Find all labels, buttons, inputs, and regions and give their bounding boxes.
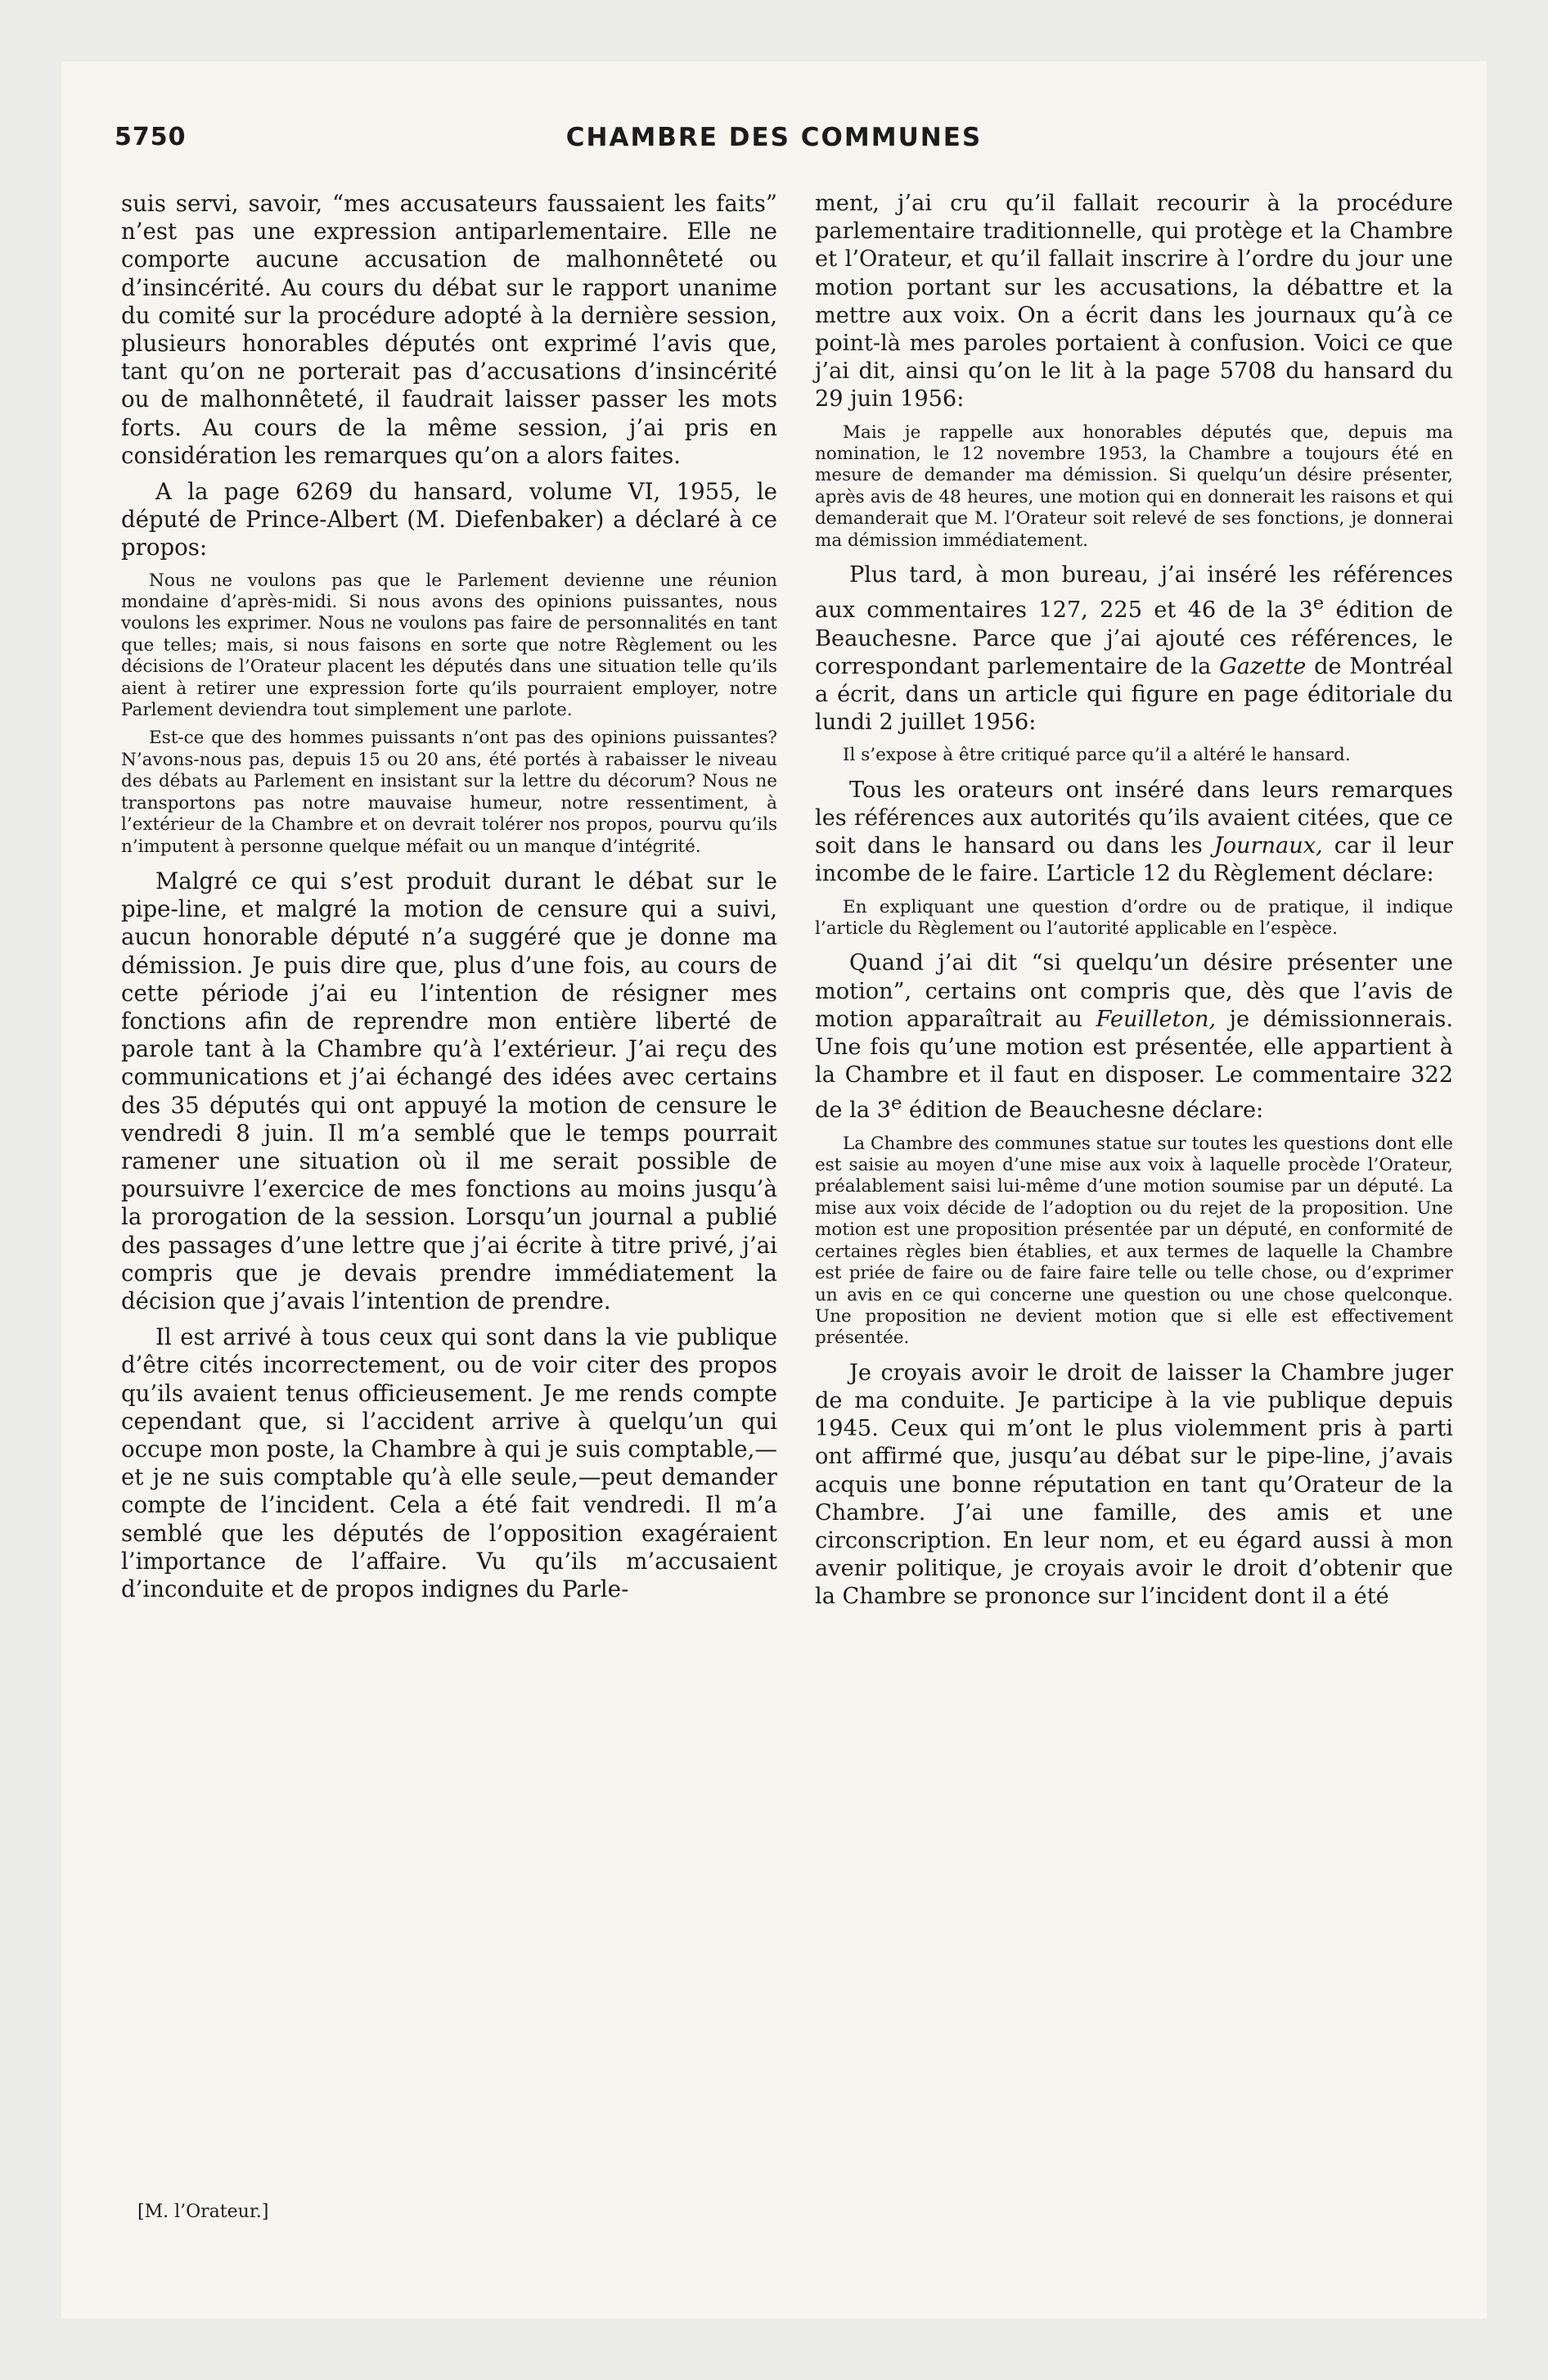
right-column [815, 190, 1453, 1620]
superscript: e [1312, 593, 1325, 615]
text-run: Plus tard, à mon bureau, j’ai inséré les références aux commentaires 127, 225 et 46 de la 3 [815, 562, 1453, 624]
text-run: édition de Beauchesne. Parce que j’ai ajouté ces références, le correspondant parlementaire de la [815, 597, 1453, 679]
italic-title: Journaux, [1213, 833, 1323, 859]
text-run: Tous les orateurs ont inséré dans leurs remarques les références aux autorités qu’ils avaient citées, que ce soit dans le hansard ou dans les [815, 777, 1453, 859]
block-quote: Il s’expose à être critiqué parce qu’il a altéré le hansard. [843, 745, 1351, 766]
text-run: je démissionnerais. Une fois qu’une motion est présentée, elle appartient à la Chambre et il faut en disposer. Le commentaire 322 de la 3 [815, 1006, 1453, 1124]
text-run: Quand j’ai dit “si quelqu’un désire présenter une motion”, certains ont compris que, dès que l’avis de motion apparaîtrait au [815, 950, 1453, 1032]
left-column [121, 190, 777, 1611]
text-run: de Montréal a écrit, dans un article qui figure en page éditoriale du lundi 2 juillet 1956: [815, 653, 1453, 736]
speaker-attribution: [M. l’Orateur.] [137, 2202, 269, 2222]
block-quote: En expliquant une question d’ordre ou de pratique, il indique l’article du Règlement ou l’autorité applicable en l’espèce. [815, 896, 1453, 939]
page-number: 5750 [115, 123, 187, 151]
block-quote: La Chambre des communes statue sur toutes les questions dont elle est saisie au moyen d’une mise aux voix à laquelle procède l’Orateur, préalablement saisi lui-même d’une motion soumise par un député. La mise aux voix décide de l’adoption ou du rejet de la proposition. Une motion est une proposition présentée par un député, en conformité de certaines règles bien établies, et aux termes de laquelle la Chambre est priée de faire ou de faire faire telle ou telle chose, ou d’exprimer un avis en ce qui concerne une question ou une chose quelconque. Une proposition ne devient motion que si elle est effectivement présentée. [815, 1133, 1453, 1349]
block-quote: Nous ne voulons pas que le Parlement devienne une réunion mondaine d’après-midi. Si nous avons des opinions puissantes, nous voulons les exprimer. Nous ne voulons pas faire de personnalités en tant que telles; mais, si nous faisons en sorte que notre Règlement ou les décisions de l’Orateur placent les députés dans une situation telle qu’ils aient à retirer une expression forte qu’ils pourraient employer, notre Parlement deviendra tout simplement une parlote. [121, 570, 777, 721]
paragraph: ment, j’ai cru qu’il fallait recourir à la procédure parlementaire traditionnelle, qui protège et la Chambre et l’Orateur, et qu’il fallait inscrire à l’ordre du jour une motion portant sur les accusations, la débattre et la mettre aux voix. On a écrit dans les journaux qu’à ce point-là mes paroles portaient à confusion. Voici ce que j’ai dit, ainsi qu’on le lit à la page 5708 du hansard du 29 juin 1956: [815, 191, 1453, 412]
block-quote: Est-ce que des hommes puissants n’ont pas des opinions puissantes? N’avons-nous pas, depuis 15 ou 20 ans, été portés à rabaisser le niveau des débats au Parlement en insistant sur la lettre du décorum? Nous ne transportons pas notre mauvaise humeur, notre ressentiment, à l’extérieur de la Chambre et on devrait tolérer nos propos, pourvu qu’ils n’imputent à personne quelque méfait ou un manque d’intégrité. [121, 728, 777, 857]
paragraph: Je croyais avoir le droit de laisser la Chambre juger de ma conduite. Je participe à la vie publique depuis 1945. Ceux qui m’ont le plus violemment pris à parti ont affirmé que, jusqu’au débat sur le pipe-line, j’avais acquis une bonne réputation en tant qu’Orateur de la Chambre. J’ai une famille, des amis et une circonscription. En leur nom, et eu égard aussi à mon avenir politique, je croyais avoir le droit d’obtenir que la Chambre se prononce sur l’incident dont il a été [815, 1359, 1453, 1610]
italic-title: Gazette [1219, 653, 1307, 679]
text-run: édition de Beauchesne déclare: [902, 1098, 1264, 1124]
italic-title: Feuilleton, [1096, 1006, 1217, 1032]
superscript: e [890, 1093, 902, 1115]
paragraph: Il est arrivé à tous ceux qui sont dans la vie publique d’être cités incorrectement, ou de voir citer des propos qu’ils avaient tenus officieusement. Je me rends compte cependant que, si l’accident arrive à quelqu’un qui occupe mon poste, la Chambre à qui je suis comptable,—et je ne suis comptable qu’à elle seule,—peut demander compte de l’incident. Cela a été fait vendredi. Il m’a semblé que les députés de l’opposition exagéraient l’importance de l’affaire. Vu qu’ils m’accusaient d’inconduite et de propos indignes du Parle- [121, 1323, 777, 1602]
text-run: car il leur incombe de le faire. L’article 12 du Règlement déclare: [815, 833, 1453, 887]
paragraph [815, 777, 1453, 889]
paragraph: A la page 6269 du hansard, volume VI, 1955, le député de Prince-Albert (M. Diefenbaker) a déclaré à ce propos: [121, 478, 777, 561]
paragraph: Malgré ce qui s’est produit durant le débat sur le pipe-line, et malgré la motion de censure qui a suivi, aucun honorable député n’a suggéré que je donne ma démission. Je puis dire que, plus d’une fois, au cours de cette période j’ai eu l’intention de résigner mes fonctions afin de reprendre mon entière liberté de parole tant à la Chambre qu’à l’extérieur. J’ai reçu des communications et j’ai échangé des idées avec certains des 35 députés qui ont appuyé la motion de censure le vendredi 8 juin. Il m’a semblé que le temps pourrait ramener une situation où il me serait possible de poursuivre l’exercice de mes fonctions au moins jusqu’à la prorogation de la session. Lorsqu’un journal a publié des passages d’une lettre que j’ai écrite à titre privé, j’ai compris que je devais prendre immédiatement la décision que j’avais l’intention de prendre. [121, 867, 777, 1314]
running-title: CHAMBRE DES COMMUNES [565, 123, 983, 152]
paragraph [815, 561, 1453, 737]
block-quote: Mais je rappelle aux honorables députés que, depuis ma nomination, le 12 novembre 1953, la Chambre a toujours été en mesure de demander ma démission. Si quelqu’un désire présenter, après avis de 48 heures, une motion qui en donnerait les raisons et qui demanderait que M. l’Orateur soit relevé de ses fonctions, je donnerai ma démission immédiatement. [815, 421, 1453, 551]
paragraph [815, 949, 1453, 1125]
page-header [115, 123, 1433, 164]
paragraph: suis servi, savoir, “mes accusateurs faussaient les faits” n’est pas une expression antiparlementaire. Elle ne comporte aucune accusation de malhonnêteté ou d’insincérité. Au cours du débat sur le rapport unanime du comité sur la procédure adopté à la dernière session, plusieurs honorables députés ont exprimé l’avis que, tant qu’on ne porterait pas d’accusations d’insincérité ou de malhonnêteté, il faudrait laisser passer les mots forts. Au cours de la même session, j’ai pris en considération les remarques qu’on a alors faites. [121, 190, 777, 469]
